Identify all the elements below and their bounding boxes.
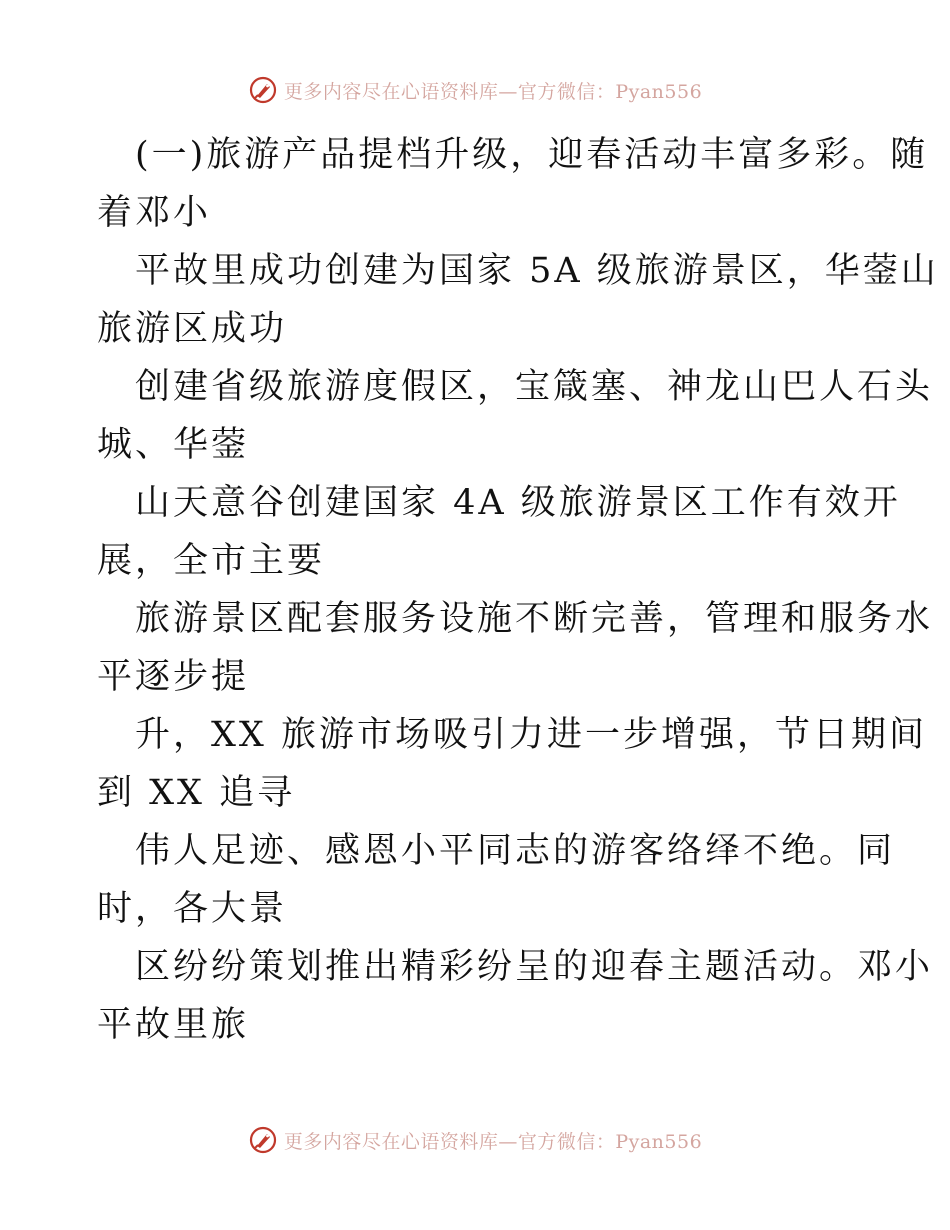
text-line: 时，各大景 xyxy=(97,889,288,929)
text-line: 平故里成功创建为国家 5A 级旅游景区，华蓥山 xyxy=(135,251,939,291)
watermark-text: 更多内容尽在心语资料库—官方微信：Pyan556 xyxy=(283,1130,703,1153)
header-watermark xyxy=(0,70,950,110)
text-line: 城、华蓥 xyxy=(97,425,250,465)
pen-nib-logo-icon xyxy=(248,75,278,105)
text-line: 创建省级旅游度假区，宝箴塞、神龙山巴人石头 xyxy=(135,367,934,407)
text-line: 到 XX 追寻 xyxy=(97,773,296,813)
text-line: 着邓小 xyxy=(97,193,212,233)
text-line: 区纷纷策划推出精彩纷呈的迎春主题活动。邓小 xyxy=(135,947,934,987)
document-body xyxy=(97,126,939,1054)
watermark-text: 更多内容尽在心语资料库—官方微信：Pyan556 xyxy=(283,80,703,103)
text-line: 升，XX 旅游市场吸引力进一步增强，节日期间 xyxy=(135,715,927,755)
text-line: 旅游区成功 xyxy=(97,309,288,349)
text-line: 山天意谷创建国家 4A 级旅游景区工作有效开 xyxy=(135,483,901,523)
text-line: 展，全市主要 xyxy=(97,541,326,581)
text-line: (一)旅游产品提档升级，迎春活动丰富多彩。随 xyxy=(135,135,929,175)
pen-nib-logo-icon xyxy=(248,1125,278,1155)
text-line: 伟人足迹、感恩小平同志的游客络绎不绝。同 xyxy=(135,831,896,871)
text-line: 平故里旅 xyxy=(97,1005,250,1045)
text-line: 平逐步提 xyxy=(97,657,250,697)
text-line: 旅游景区配套服务设施不断完善，管理和服务水 xyxy=(135,599,934,639)
footer-watermark xyxy=(0,1120,950,1160)
